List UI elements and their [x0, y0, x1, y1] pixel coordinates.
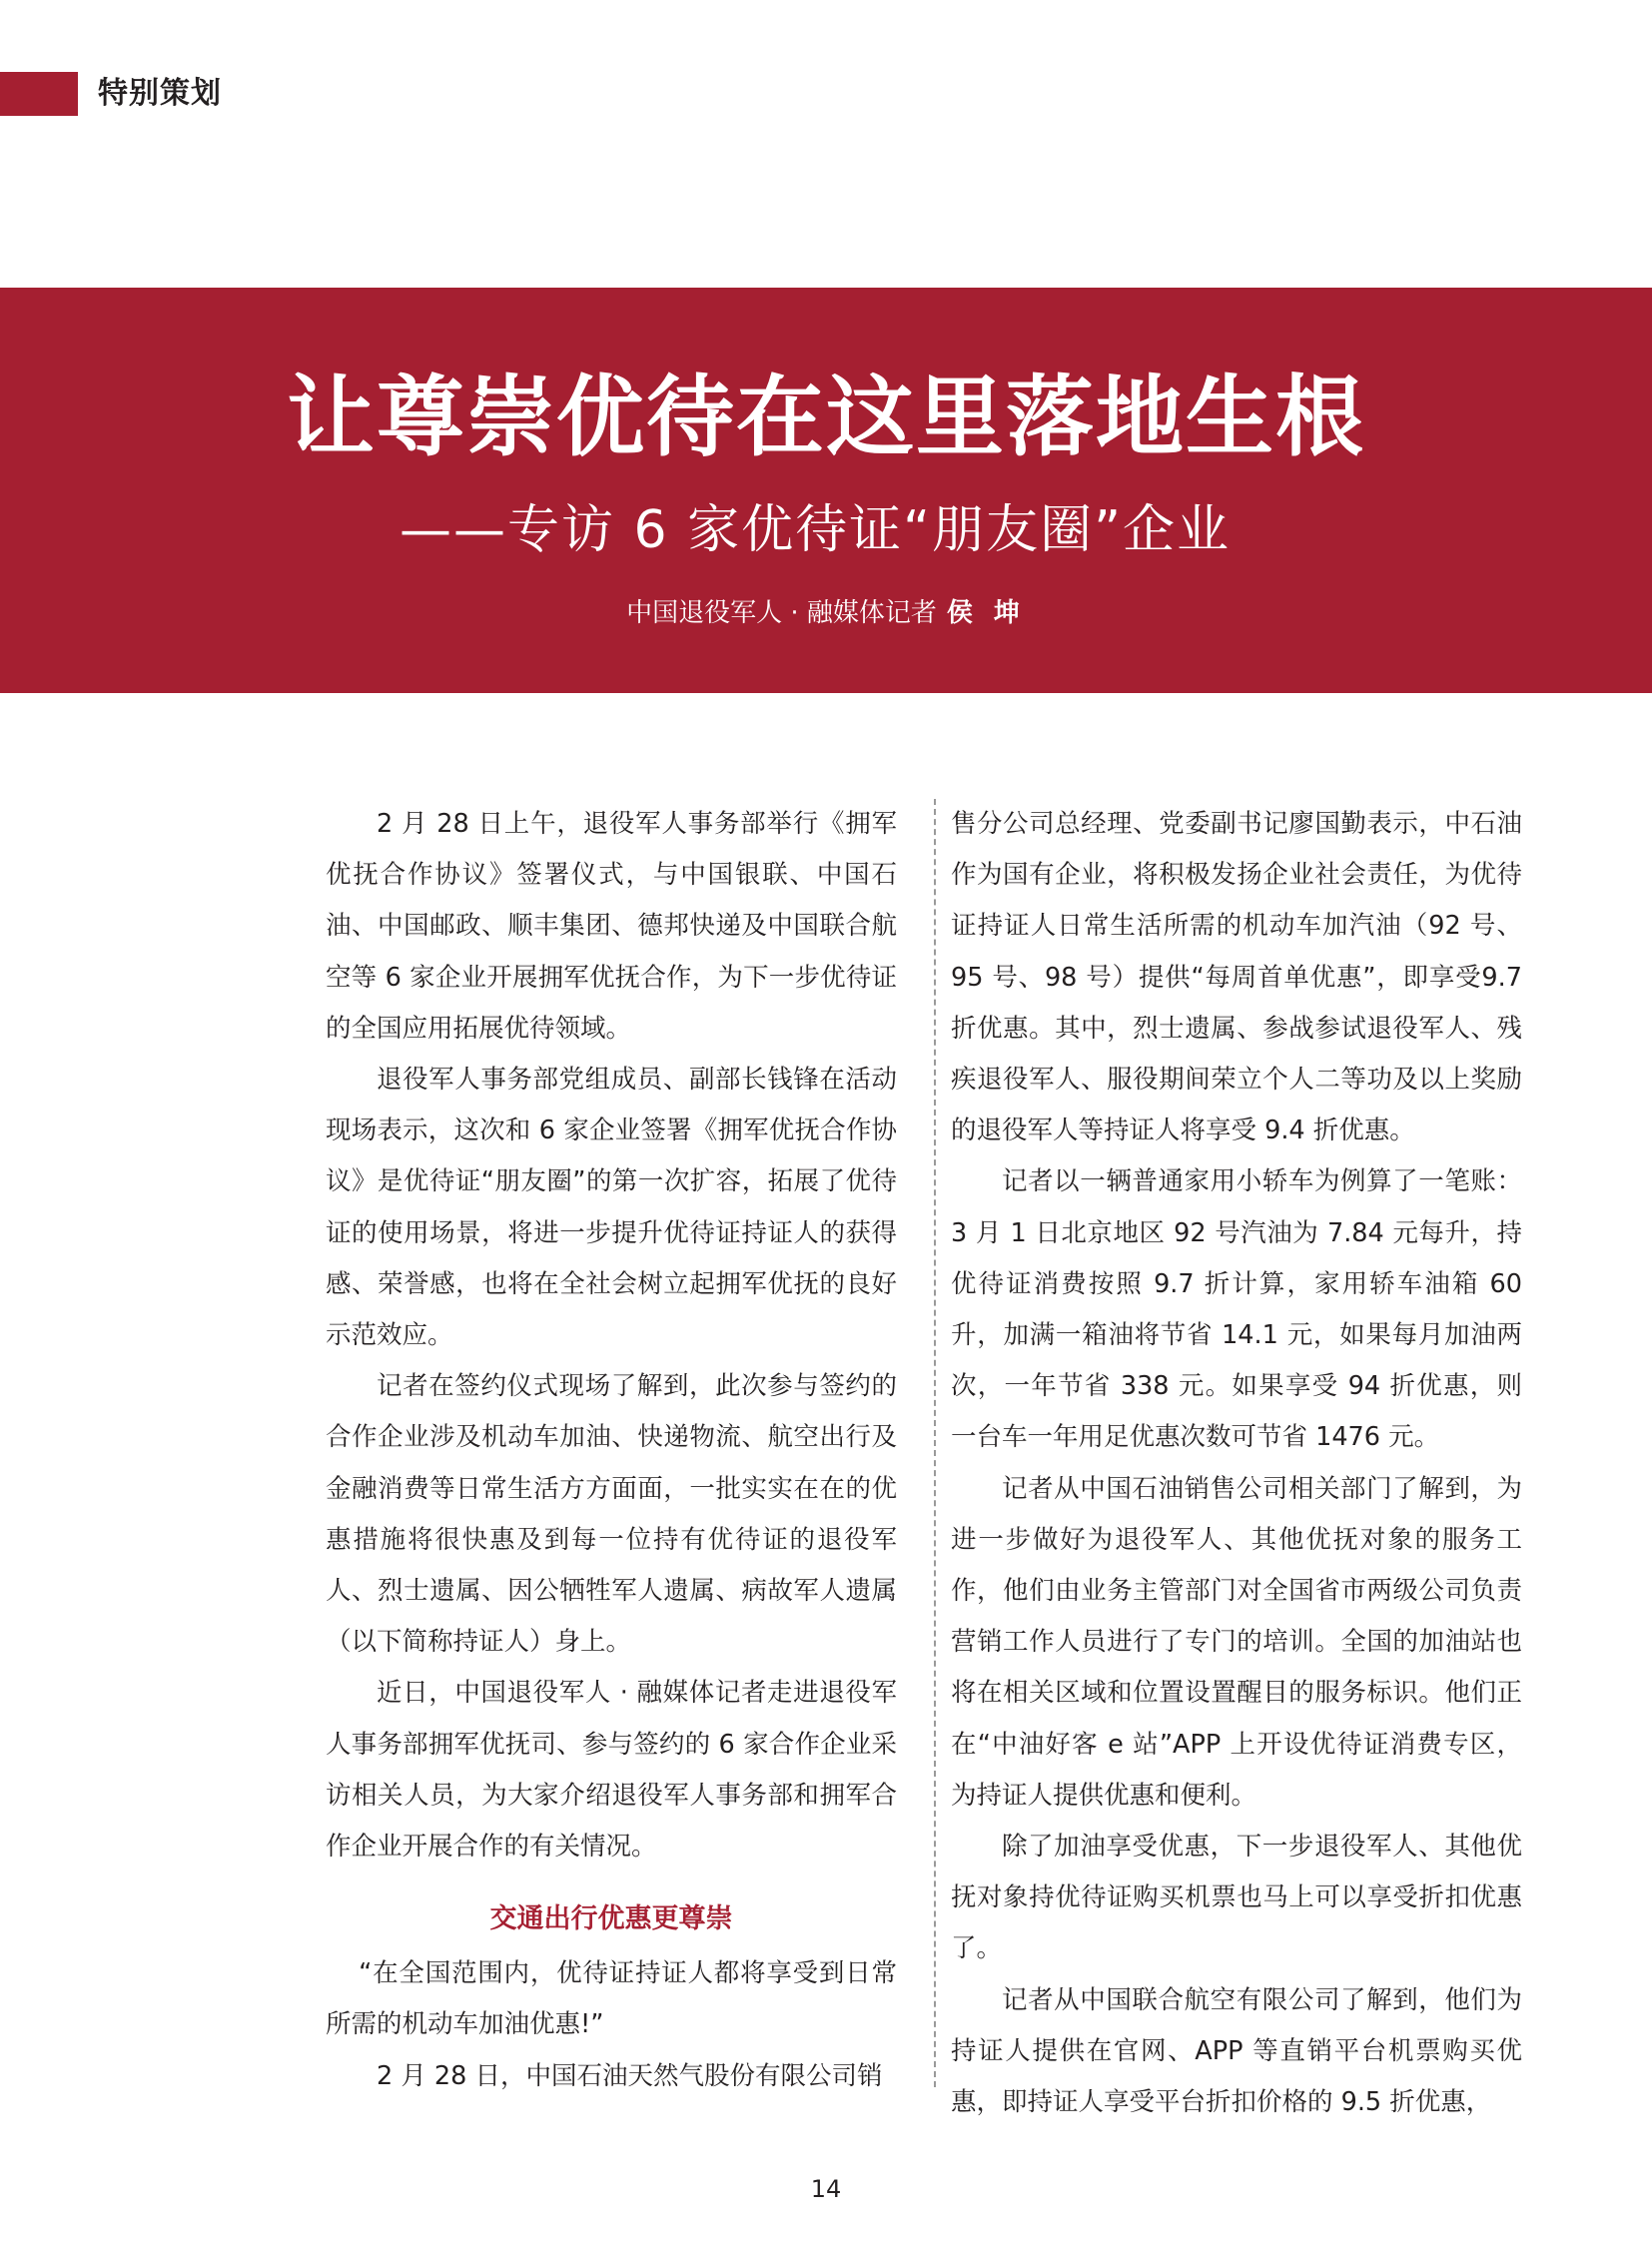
article-subtitle: ——专访 6 家优待证“朋友圈”企业 — [400, 500, 1232, 560]
continued-paragraph: 售分公司总经理、党委副书记廖国勤表示，中石油作为国有企业，将积极发扬企业社会责任，为优待证持证人日常生活所需的机动车加汽油（92 号、95 号、98 号）提供“每周首单优惠”，即享受9.7折优惠。其中，烈士遗属、参战参试退役军人、残疾退役军人、服役期间荣立个人二等功及以上奖励的退役军人等持证人将享受 9.4 折优惠。 — [951, 809, 1522, 1146]
page-number: 14 — [810, 2175, 842, 2203]
body-paragraph: 除了加油享受优惠，下一步退役军人、其他优抚对象持优待证购买机票也马上可以享受折扣优惠了。 — [951, 1832, 1522, 1964]
title-banner — [0, 288, 1652, 693]
body-paragraph: 2 月 28 日，中国石油天然气股份有限公司销 — [377, 2060, 883, 2091]
body-paragraph: 记者以一辆普通家用小轿车为例算了一笔账：3 月 1 日北京地区 92 号汽油为 7.84 元每升，持优待证消费按照 9.7 折计算，家用轿车油箱 60 升，加满一箱油将节省 14.1 元，如果每月加油两次，一年节省 338 元。如果享受 94 折优惠，则一台车一年用足优惠次数可节省 1476 元。 — [951, 1166, 1522, 1453]
body-paragraph: 2 月 28 日上午，退役军人事务部举行《拥军优抚合作协议》签署仪式，与中国银联、中国石油、中国邮政、顺丰集团、德邦快递及中国联合航空等 6 家企业开展拥军优抚合作，为下一步优待证的全国应用拓展优待领域。 — [326, 809, 897, 1044]
body-paragraph: 记者在签约仪式现场了解到，此次参与签约的合作企业涉及机动车加油、快递物流、航空出行及金融消费等日常生活方方面面，一批实实在在的优惠措施将很快惠及到每一位持有优待证的退役军人、烈士遗属、因公牺牲军人遗属、病故军人遗属（以下简称持证人）身上。 — [326, 1371, 897, 1658]
body-paragraph: 近日，中国退役军人 · 融媒体记者走进退役军人事务部拥军优抚司、参与签约的 6 家合作企业采访相关人员，为大家介绍退役军人事务部和拥军合作企业开展合作的有关情况。 — [326, 1678, 897, 1863]
body-paragraph: 记者从中国联合航空有限公司了解到，他们为持证人提供在官网、APP 等直销平台机票购买优惠，即持证人享受平台折扣价格的 9.5 折优惠， — [951, 1984, 1522, 2118]
column-divider — [934, 799, 936, 2087]
section-subheading: 交通出行优惠更尊崇 — [489, 1903, 733, 1935]
quote-paragraph: “在全国范围内，优待证持证人都将享受到日常所需的机动车加油优惠!” — [326, 1958, 897, 2040]
article-title: 让尊崇优待在这里落地生根 — [286, 366, 1365, 468]
body-paragraph: 记者从中国石油销售公司相关部门了解到，为进一步做好为退役军人、其他优抚对象的服务工作，他们由业务主管部门对全国省市两级公司负责营销工作人员进行了专门的培训。全国的加油站也将在相关区域和位置设置醒目的服务标识。他们正在“中油好客 e 站”APP 上开设优待证消费专区，为持证人提供优惠和便利。 — [951, 1473, 1522, 1811]
byline-prefix: 中国退役军人 · 融媒体记者 — [626, 598, 937, 628]
section-marker — [0, 72, 78, 116]
left-column — [326, 799, 897, 2102]
right-column — [951, 799, 1522, 2128]
byline — [0, 592, 1652, 629]
byline-author: 侯 坤 — [946, 598, 1026, 628]
section-label: 特别策划 — [98, 76, 222, 111]
body-paragraph: 退役军人事务部党组成员、副部长钱锋在活动现场表示，这次和 6 家企业签署《拥军优抚合作协议》是优待证“朋友圈”的第一次扩容，拓展了优待证的使用场景，将进一步提升优待证持证人的获得感、荣誉感，也将在全社会树立起拥军优抚的良好示范效应。 — [326, 1065, 897, 1351]
